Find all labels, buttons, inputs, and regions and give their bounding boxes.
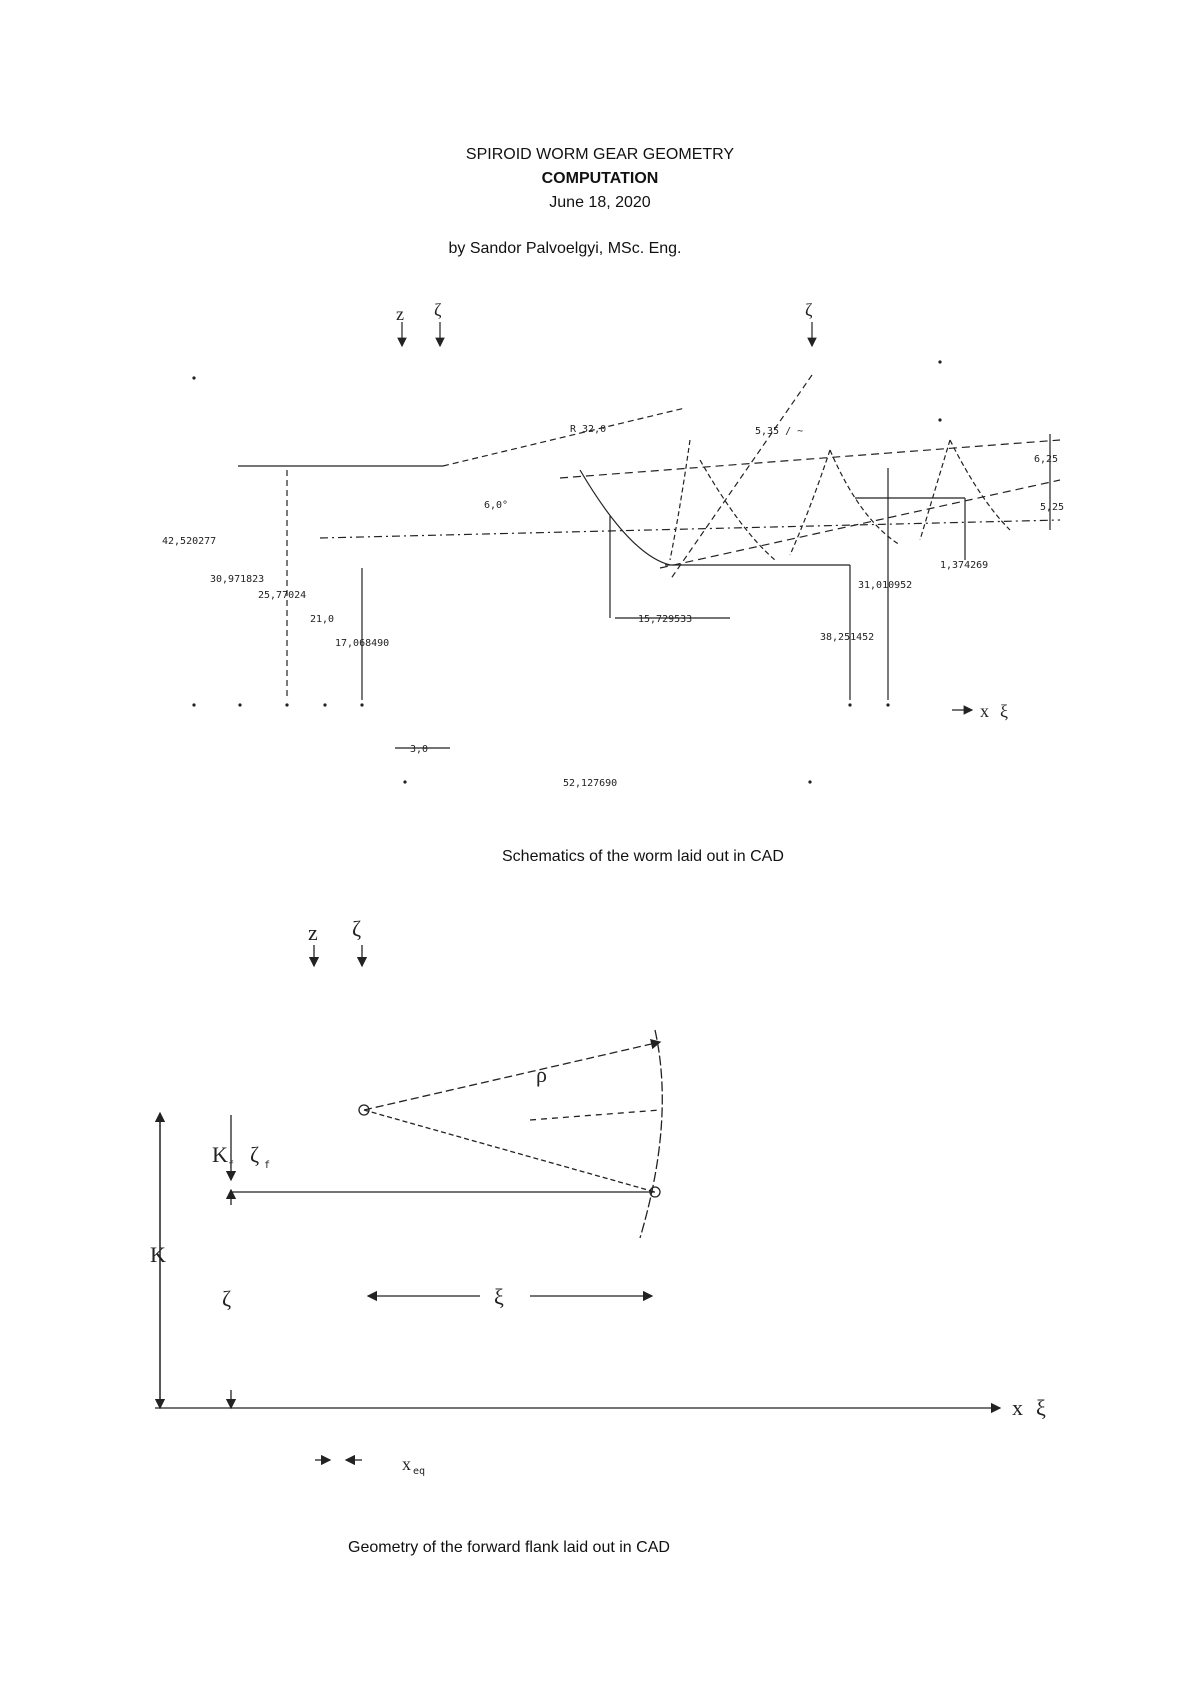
dim-17: 17,068490	[335, 638, 390, 649]
dim-6-25: 6,25	[1034, 454, 1059, 465]
bisector-line	[530, 1110, 660, 1120]
dim-15: 15,729533	[638, 614, 693, 625]
dim-38: 38,251452	[820, 632, 875, 643]
fig1-zeta-f-label: ζ	[805, 300, 813, 320]
radius-lower	[364, 1110, 655, 1192]
fig2-zeta-a-label: ζ	[352, 916, 362, 941]
zeta-f-label: ζ	[250, 1142, 260, 1167]
x-offset-label: x	[402, 1454, 411, 1474]
flank-arc	[640, 1030, 662, 1238]
fig2-x-label: x	[1012, 1395, 1023, 1420]
dim-angle6: 6,0°	[484, 500, 509, 511]
figure2-caption: Geometry of the forward flank laid out in CAD	[348, 1539, 670, 1556]
document-title-line2: COMPUTATION	[541, 170, 659, 187]
fig1-zeta-a-label: ζ	[434, 300, 442, 320]
fig1-z-label: z	[396, 304, 404, 324]
fig1-xi-label: ξ	[1000, 701, 1009, 721]
kf-label: K	[212, 1142, 228, 1167]
dim-31: 31,010952	[858, 580, 913, 591]
figure1-caption: Schematics of the worm laid out in CAD	[502, 848, 784, 865]
dim-3: 3,0	[410, 744, 429, 755]
document-title-line1: SPIROID WORM GEAR GEOMETRY	[465, 146, 735, 163]
dim-42: 42,520277	[162, 536, 217, 547]
kf-sub: f	[228, 1160, 235, 1171]
dim-52: 52,127690	[563, 778, 618, 789]
fig2-z-label: z	[308, 920, 318, 945]
dim-25: 25,77024	[258, 590, 307, 601]
fig2-xi-label: ξ	[1036, 1395, 1046, 1420]
x-offset-sub: eq	[413, 1466, 426, 1477]
rho-label: ρ	[536, 1062, 547, 1087]
dim-1: 1,374269	[940, 560, 989, 571]
dim-5-25: 5,25	[1040, 502, 1065, 513]
dim-30: 30,971823	[210, 574, 265, 585]
rho-line	[364, 1042, 660, 1110]
zeta-bottom-label: ζ	[222, 1286, 232, 1311]
document-date: June 18, 2020	[549, 194, 651, 211]
xi-mid-label: ξ	[494, 1284, 504, 1309]
dim-rho: R 32,0	[570, 424, 607, 435]
author-line: by Sandor Palvoelgyi, MSc. Eng.	[448, 240, 682, 257]
dim-21: 21,0	[310, 614, 335, 625]
dim-pitch: 5,35 / ~	[755, 426, 804, 437]
fig1-x-label: x	[980, 701, 989, 721]
zeta-f-sub: f	[264, 1160, 271, 1171]
k-total-label: K	[150, 1242, 166, 1267]
